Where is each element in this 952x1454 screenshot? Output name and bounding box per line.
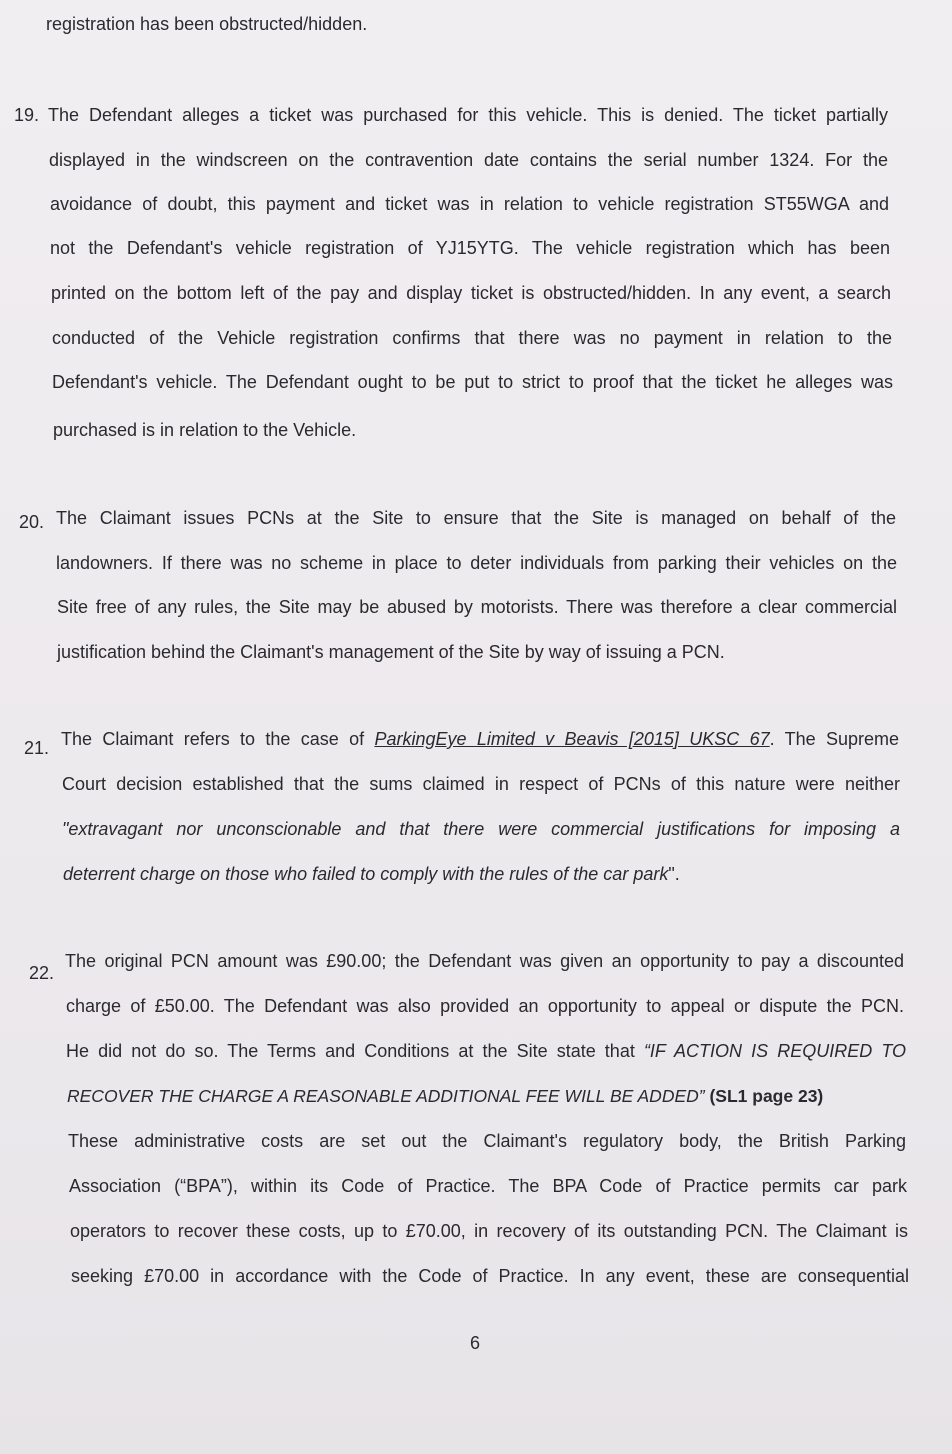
paragraph-line: displayed in the windscreen on the contravention date contains the serial number 1324. For the xyxy=(49,150,888,170)
paragraph-line: The original PCN amount was £90.00; the Defendant was given an opportunity to pay a discounted xyxy=(65,951,904,971)
paragraph-line: avoidance of doubt, this payment and ticket was in relation to vehicle registration ST55WGA and xyxy=(50,194,889,214)
quoted-terms: RECOVER THE CHARGE A REASONABLE ADDITIONAL FEE WILL BE ADDED” xyxy=(67,1086,705,1106)
paragraph-line: printed on the bottom left of the pay and display ticket is obstructed/hidden. In any event, a search xyxy=(51,283,891,303)
paragraph-line xyxy=(66,1040,906,1062)
line-text: . The Supreme xyxy=(769,729,899,749)
paragraph-line: landowners. If there was no scheme in place to deter individuals from parking their vehicles on the xyxy=(56,553,897,573)
paragraph-line xyxy=(67,1085,823,1107)
line-text: He did not do so. The Terms and Conditions at the Site state that xyxy=(66,1041,644,1061)
paragraph-line: purchased is in relation to the Vehicle. xyxy=(53,420,357,440)
line-text: “IF ACTION IS REQUIRED TO xyxy=(643,1041,906,1061)
paragraph-line: The Claimant issues PCNs at the Site to ensure that the Site is managed on behalf of the xyxy=(56,508,896,528)
paragraph-number: 21. xyxy=(24,738,50,758)
paragraph-number: 19. xyxy=(14,105,40,125)
paragraph-line: These administrative costs are set out the Claimant's regulatory body, the British Parking xyxy=(68,1131,906,1151)
paragraph-line: not the Defendant's vehicle registration of YJ15YTG. The vehicle registration which has been xyxy=(50,238,890,258)
paragraph-line: conducted of the Vehicle registration confirms that there was no payment in relation to the xyxy=(52,328,892,348)
paragraph-line xyxy=(63,863,680,885)
paragraph-line: "extravagant nor unconscionable and that there were commercial justifications for imposing a xyxy=(62,819,900,839)
paragraph-line: justification behind the Claimant's management of the Site by way of issuing a PCN. xyxy=(57,642,725,662)
paragraph-line: Court decision established that the sums claimed in respect of PCNs of this nature were neither xyxy=(62,774,900,794)
paragraph-line: Defendant's vehicle. The Defendant ought to be put to strict to proof that the ticket he alleges was xyxy=(52,372,893,392)
paragraph-number: 20. xyxy=(19,512,45,532)
paragraph-line: Association (“BPA”), within its Code of Practice. The BPA Code of Practice permits car park xyxy=(69,1176,907,1196)
top-fragment: registration has been obstructed/hidden. xyxy=(46,14,368,34)
line-text: The Claimant refers to the case of xyxy=(61,729,375,749)
line-text: deterrent charge on those who failed to comply with the rules of the car park xyxy=(63,864,669,884)
paragraph-line: The Defendant alleges a ticket was purchased for this vehicle. This is denied. The ticket partially xyxy=(48,105,888,125)
paragraph-number: 22. xyxy=(29,963,55,983)
page-number: 6 xyxy=(470,1333,481,1353)
line-text: ". xyxy=(668,864,680,884)
paragraph-line: charge of £50.00. The Defendant was also provided an opportunity to appeal or dispute the PCN. xyxy=(66,996,904,1016)
paragraph-line: Site free of any rules, the Site may be abused by motorists. There was therefore a clear commercial xyxy=(57,597,897,617)
evidence-reference: (SL1 page 23) xyxy=(704,1086,824,1106)
paragraph-line: operators to recover these costs, up to £70.00, in recovery of its outstanding PCN. The Claimant is xyxy=(70,1221,908,1241)
case-citation: ParkingEye Limited v Beavis [2015] UKSC 67 xyxy=(374,729,770,749)
paragraph-line xyxy=(61,728,899,750)
paragraph-line: seeking £70.00 in accordance with the Code of Practice. In any event, these are consequential xyxy=(71,1266,909,1286)
